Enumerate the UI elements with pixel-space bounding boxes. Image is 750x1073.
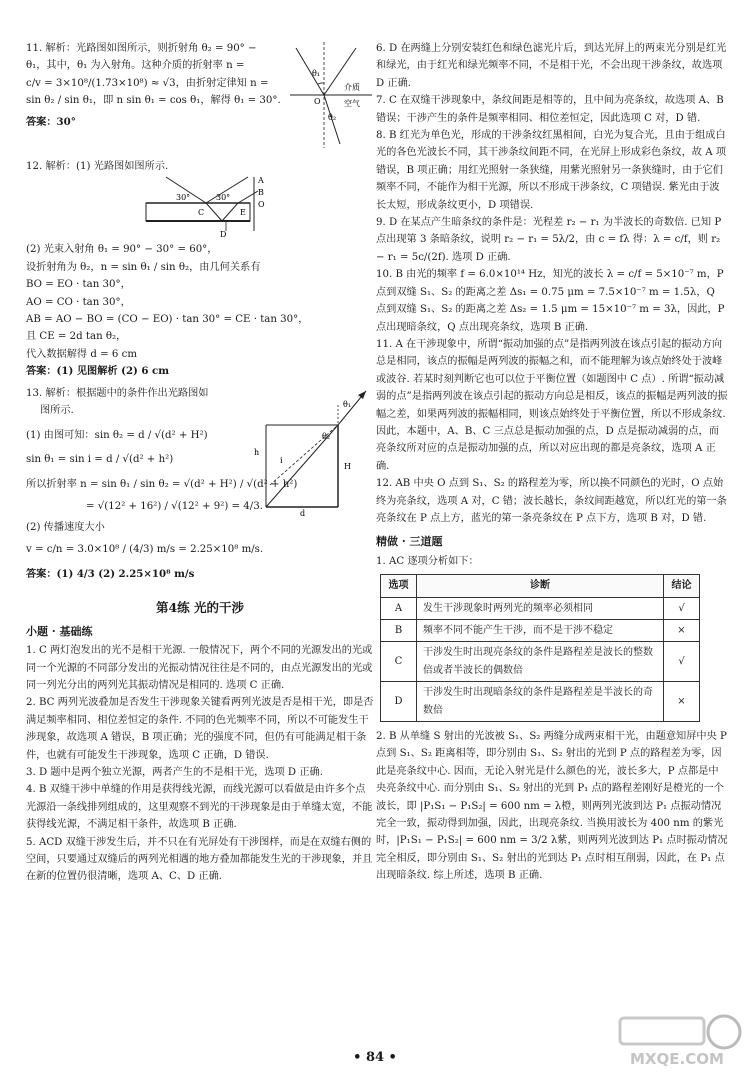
table-header-cell: 诊断 <box>417 575 664 597</box>
q11-block <box>26 40 374 158</box>
q13-line: (1) 由图可知：sin θ₂ = d / √(d² + H²) <box>26 430 208 442</box>
q12-block <box>26 158 374 381</box>
answer-item: 6. D 在两缝上分别安装红色和绿色滤光片后，到达光屏上的两束光分别是红光和绿光，由于红光和绿光频率不同，不是相干光，不会出现干涉条纹，故选项 D 正确. <box>376 43 727 89</box>
answer-item: 4. B 双缝干涉中单缝的作用是获得线光源，而线光源可以看做是由许多个点光源沿一条线排列组成的，这里观察不到光的干涉现象是由于单缝太宽，不能获得线光源，不满足相干条件，故选项 B 正确. <box>26 784 373 831</box>
q11-fig-label: 空气 <box>344 99 360 108</box>
answer-item: 10. B 由光的频率 f = 6.0×10¹⁴ Hz，知光的波长 λ = c/f = 5×10⁻⁷ m，P 点到双缝 S₁、S₂ 的距离之差 Δs₁ = 0.75 μm = 7.5×10⁻⁷ m = 1.5λ，Q 点到双缝 S₁、S₂ 的距离之差 Δs₂ = 1.5 μm = 15×10⁻⁷ m = 3λ，因此，P 点出现暗条纹，Q 点出现亮条纹，选项 B 正确. <box>376 269 725 333</box>
answer-item: 3. D 题中是两个独立光源，两者产生的不是相干光，选项 D 正确. <box>26 766 323 778</box>
table-cell: √ <box>664 642 700 682</box>
q11-fig-label: 介质 <box>344 83 360 92</box>
table-intro: 1. AC 逐项分析如下： <box>376 555 479 567</box>
sub-title-practice: 精做 · 三道题 <box>376 535 443 549</box>
q12-answer: 答案：(1) 见图解析 (2) 6 cm <box>26 365 170 378</box>
q12-fig-label: A <box>258 176 264 186</box>
q13-fig-label: d <box>300 508 306 517</box>
q13-figure <box>240 385 370 517</box>
q12-line: BO = EO · tan 30°， <box>26 279 131 291</box>
table-header-cell: 选项 <box>381 575 417 597</box>
answer-item: 9. D 在某点产生暗条纹的条件是：光程差 r₂ − r₁ 为半波长的奇数倍. 已知 P 点出现第 3 条暗条纹，说明 r₂ − r₁ = 5λ/2，由 c = fλ 得：λ = c/f，则 r₂ − r₁ = 5c/(2f). 选项 D 正确. <box>376 217 722 263</box>
q12-line: (2) 光束入射角 θ₁ = 90° − 30° = 60°， <box>26 244 218 256</box>
q13-fig-label: h <box>254 447 260 457</box>
q12-line: AO = CO · tan 30°， <box>26 296 131 308</box>
q11-answer: 答案：30° <box>26 115 76 128</box>
q13-head-2: 图所示. <box>40 405 74 417</box>
q12-fig-label: D <box>220 230 227 240</box>
table-cell: A <box>381 597 417 619</box>
q13-line: = √(12² + 16²) / √(12² + 9²) = 4/3. <box>86 500 263 512</box>
table-cell: D <box>381 682 417 722</box>
table-cell: 频率不同不能产生干涉，而不是干涉不稳定 <box>417 620 664 642</box>
q11-figure <box>288 40 374 150</box>
answer-item: 1. C 两灯泡发出的光不是相干光源. 一般情况下，两个不同的光源发出的光或同一个光源的不同部分发出的光振动情况往往是不同的，由点光源发出的光或同一列光分出的两列光其振动情况是相同的. 选项 C 正确. <box>26 645 373 691</box>
analysis-table <box>380 574 700 722</box>
answer-item: 2. B 从单缝 S 射出的光波被 S₁、S₂ 两缝分成两束相干光，由题意知屏中央 P 点到 S₁、S₂ 距离相等，即分别由 S₁、S₂ 射出的光到 P 点的路程差为零，因此是亮条纹中心. 因而，无论入射光是什么颜色的光，波长多大，P 点都是中央亮条纹中心. 而分别由 S₁、S₂ 射出的光到 P₁ 点的路程差刚好是橙光的一个波长，即 |P₁S₁ − P₁S₂| = 600 nm = λ橙，则两列光波到达 P₁ 点振动情况完全一致，振动得到加强，因此，出现亮条纹. 当换用波长为 400 nm 的紫光时，|P₁S₁ − P₁S₂| = 600 nm = 3/2 λ紫，则两列光波到达 P₁ 点时振动情况完全相反，即分别由 S₁、S₂ 射出的光到达 P₁ 点时相互削弱，因此，在 P₁ 点出现暗条纹. 综上所述，选项 B 正确. <box>376 731 728 882</box>
table-cell: B <box>381 620 417 642</box>
q12-fig-label: B <box>258 188 264 198</box>
q13-block <box>26 385 374 584</box>
watermark-logo <box>612 1010 744 1068</box>
table-cell: 发生干涉现象时两列光的频率必须相同 <box>417 597 664 619</box>
q11-fig-label: θ₁ <box>312 69 321 78</box>
q13-line: (2) 传播速度大小 <box>26 522 105 534</box>
q11-line: sin θ₂ / sin θ₁，即 n sin θ₁ = cos θ₁，解得 θ₁ = 30°. <box>26 95 281 107</box>
q13-line: sin θ₁ = sin i = d / √(d² + h²) <box>26 453 174 465</box>
right-column <box>376 40 728 1045</box>
table-cell: 干涉发生时出现暗条纹的条件是路程差是半波长的奇数倍 <box>417 682 664 722</box>
answer-item: 8. B 红光为单色光，形成的干涉条纹红黑相间，白光为复合光，且由于组成白光的各色光波长不同，其干涉条纹间距不同，在光屏上形成彩色条纹，故 A 项错误，B 项正确；用红光照射一条狭缝，用紫光照射另一条狭缝时，由于它们频率不同，不能作为相干光源，所以不形成干涉条纹，C 项错误. 紫光由于波长太短，形成条纹更小，D 项错误. <box>376 130 727 211</box>
table-header-cell: 结论 <box>664 575 700 597</box>
page-number: • 84 • <box>353 1050 397 1065</box>
table-cell: × <box>664 620 700 642</box>
q12-line: AB = AO − BO = (CO − EO) · tan 30° = CE · tan 30°， <box>26 314 309 326</box>
table-cell: C <box>381 642 417 682</box>
answer-item: 5. ACD 双缝干涉发生后，并不只在有光屏处有干涉图样，而是在双缝右侧的空间，只要通过双缝后的两列光相遇的地方叠加都能发生光的干涉现象，并且在新的位置仍很清晰，选项 A、C、D 正确. <box>26 836 373 883</box>
answer-item: 7. C 在双缝干涉现象中，条纹间距是相等的，且中间为亮条纹，故选项 A、B 错误；干涉产生的条件是频率相同、相位差恒定，因此选项 C 对，D 错. <box>376 95 724 124</box>
table-row <box>381 620 700 642</box>
q12-fig-label: O <box>258 200 265 210</box>
table-row <box>381 642 700 682</box>
q11-fig-label: O <box>314 97 321 106</box>
q11-fig-label: θ₂ <box>328 113 337 122</box>
table-cell: 干涉发生时出现亮条纹的条件是路程差是波长的整数倍或者半波长的偶数倍 <box>417 642 664 682</box>
q13-fig-label: θ₁ <box>343 399 352 409</box>
q11-line: 11. 解析：光路图如图所示，则折射角 θ₂ = 90° − <box>26 43 257 54</box>
answer-item: 11. A 在干涉现象中，所谓“振动加强的点”是指两列波在该点引起的振动方向总是相同，该点的振幅是两列波的振幅之和，而不能理解为该点始终处于波峰或波谷. 若某时刻判断它也可以位于平衡位置（如题图中 C 点）. 所谓“振动减弱的点”是指两列波在该点引起的振动方向总是相反，该点的振幅是两列波的振幅之差，如果两列波的振幅相同，则该点始终处于平衡位置，所以不形成条纹. 因此，本题中，A、B、C 三点总是振动加强的点，D 点是振动减弱的点，而亮条纹所对应的点是振动加强的点，所以对应出现的都是亮条纹，选项 A 正确. <box>376 338 728 472</box>
table-cell: √ <box>664 597 700 619</box>
q13-line: 所以折射率 n = sin θ₁ / sin θ₂ = √(d² + H²) / √(d² + h²) <box>26 479 298 491</box>
q12-fig-label: C <box>198 208 205 218</box>
q12-fig-label: 30° <box>216 193 231 203</box>
answer-item: 12. AB 中央 O 点到 S₁、S₂ 的路程差为零，所以换不同颜色的光时，O 点始终为亮条纹，选项 A 对，C 错；波长越长，条纹间距越宽，所以红光的第一条亮条纹在 P 点上方，蓝光的第一条亮条纹在 P 点下方，选项 B 对，D 错. <box>376 478 727 524</box>
sub-title-basic: 小题 · 基础练 <box>26 624 93 638</box>
q13-answer: 答案：(1) 4/3 (2) 2.25×10⁸ m/s <box>26 567 195 580</box>
q12-fig-label: 30° <box>176 193 191 203</box>
q13-fig-label: θ₂ <box>322 431 331 441</box>
table-row <box>381 597 700 619</box>
q13-head: 13. 解析：根据题中的条件作出光路图如 <box>26 387 209 399</box>
left-column <box>26 40 374 1045</box>
table-cell: × <box>664 682 700 722</box>
q13-fig-label: H <box>344 461 351 471</box>
q11-line: c/v = 3×10⁸/(1.73×10⁸) ≈ √3，由折射定律知 n = <box>26 77 269 89</box>
watermark-text: MXQE.COM <box>630 1050 724 1068</box>
q12-line: 代入数据解得 d = 6 cm <box>26 348 137 360</box>
q12-head: 12. 解析：(1) 光路图如图所示. <box>26 161 169 172</box>
q11-line: θ₁，其中，θ₁ 为入射角。这种介质的折射率 n = <box>26 60 245 72</box>
q12-line: 且 CE = 2d tan θ₂， <box>26 331 127 343</box>
table-row <box>381 682 700 722</box>
q12-figure <box>26 175 356 241</box>
section-title: 第4练 光的干涉 <box>155 600 245 616</box>
q13-fig-label: i <box>280 455 283 465</box>
q13-line: v = c/n = 3.0×10⁸ / (4/3) m/s = 2.25×10⁸ m/s. <box>26 543 264 555</box>
q12-fig-label: E <box>240 208 246 218</box>
q12-line: 设折射角为 θ₂，n = sin θ₁ / sin θ₂，由几何关系有 <box>26 261 261 273</box>
table-header-row <box>381 575 700 597</box>
answer-item: 2. BC 两列光波叠加是否发生干涉现象关键看两列光波是否是相干光，即是否满足频率相同、相位差恒定的条件. 不同的色光频率不同，所以不可能发生干涉现象，故选项 A 错误，B 项正确；光的强度不同，但仍有可能满足相干条件，也就有可能发生干涉现象，选项 C 正确，D 错误. <box>26 697 374 761</box>
